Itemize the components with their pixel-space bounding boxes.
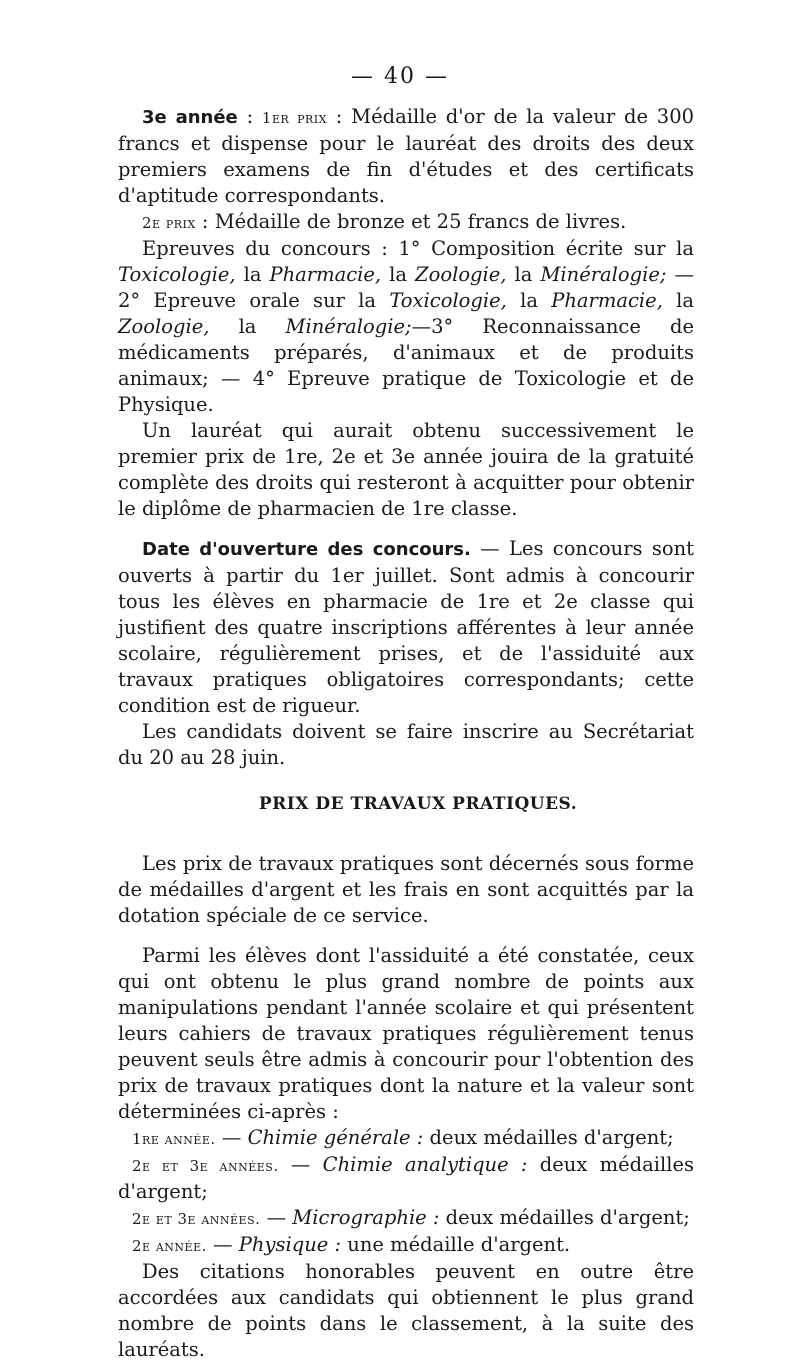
- spacer: [118, 817, 694, 837]
- page-number: — 40 —: [351, 64, 449, 89]
- page-body: [118, 104, 694, 1363]
- paragraph-eligibility: Parmi les élèves dont l'assiduité a été constatée, ceux qui ont obtenu le plus grand nombre de points aux manipulations pendant l'année scolaire et qui présentent leurs cahiers de travaux pratiques régulièrement tenus peuvent seuls être admis à concourir pour l'obtention des prix de travaux pratiques dont la nature et la valeur sont déterminées ci-après :: [118, 944, 694, 1123]
- second-prize-text: Médaille de bronze et 25 francs de livres.: [214, 210, 627, 233]
- exam-text: la: [506, 263, 541, 286]
- exam-subject: Pharmacie,: [269, 263, 382, 286]
- exam-text: la: [506, 289, 552, 312]
- exam-subject: Minéralogie;: [285, 315, 412, 338]
- prize-item-subject: Chimie analytique :: [322, 1153, 528, 1176]
- exam-text: Epreuves du concours : 1° Composition écrite sur la: [142, 237, 694, 260]
- prize-item-label: 2e et 3e années.: [132, 1157, 279, 1175]
- exam-subject: Toxicologie,: [389, 289, 507, 312]
- prize-item-award: une médaille d'argent.: [341, 1233, 571, 1256]
- prize-item-label: 2e année.: [132, 1237, 207, 1255]
- prize-item-label: 1re année.: [132, 1130, 216, 1148]
- exam-subject: Toxicologie,: [118, 263, 236, 286]
- second-prize-label: 2e prix: [142, 214, 196, 232]
- spacer: [118, 929, 694, 943]
- spacer: [118, 771, 694, 791]
- prize-item: 2e année. — Physique : une médaille d'argent.: [132, 1233, 571, 1256]
- prize-item-label: 2e et 3e années.: [132, 1210, 261, 1228]
- paragraph-opening-date: [118, 536, 694, 719]
- prize-item-award: deux médailles d'argent;: [423, 1126, 674, 1149]
- exam-subject: Minéralogie;: [540, 263, 667, 286]
- paragraph-second-prize: 2e prix : Médaille de bronze et 25 francs de livres.: [142, 210, 627, 233]
- paragraph-honorable-mentions: Des citations honorables peuvent en outre être accordées aux candidats qui obtiennent le plus grand nombre de points dans le classement, à la suite des lauréats.: [118, 1260, 694, 1361]
- exam-subject: Zoologie,: [118, 315, 210, 338]
- paragraph-exam-tests: [118, 236, 694, 418]
- prize-item: 1re année. — Chimie générale : deux médailles d'argent;: [132, 1126, 674, 1149]
- exam-subject: Pharmacie,: [551, 289, 663, 312]
- prize-item-subject: Micrographie :: [292, 1206, 440, 1229]
- exam-text: la: [235, 263, 270, 286]
- opening-date-label: Date d'ouverture des concours.: [142, 539, 471, 560]
- spacer: [118, 522, 694, 536]
- exam-text: la: [381, 263, 416, 286]
- first-prize-label: 1er prix: [261, 109, 327, 127]
- prize-item-subject: Physique :: [238, 1233, 342, 1256]
- paragraph-third-year-prize: 3e année : 1er prix : Médaille d'or de la valeur de 300 francs et dispense pour le lauréat des droits des deux premiers examens de fin d'études et des certificats d'aptitude correspondants.: [118, 105, 695, 207]
- prize-item-subject: Chimie générale :: [247, 1126, 424, 1149]
- prize-item: 2e et 3e années. — Chimie analytique : deux médailles d'argent;: [118, 1153, 695, 1203]
- exam-text: — 2° Epreuve orale sur la: [118, 263, 695, 312]
- paragraph-registration: Les candidats doivent se faire inscrire au Secrétariat du 20 au 28 juin.: [118, 720, 694, 769]
- paragraph-laureate-exemption: Un lauréat qui aurait obtenu successivement le premier prix de 1re, 2e et 3e année jouira de la gratuité complète des droits qui resteront à acquitter pour obtenir le diplôme de pharmacien de 1re classe.: [118, 419, 694, 520]
- prize-item: 2e et 3e années. — Micrographie : deux médailles d'argent;: [132, 1206, 690, 1229]
- exam-text: la: [662, 289, 695, 312]
- spacer: [118, 837, 694, 851]
- prize-item-award: deux médailles d'argent;: [439, 1206, 690, 1229]
- paragraph-practical-prizes: Les prix de travaux pratiques sont décernés sous forme de médailles d'argent et les frais en sont acquittés par la dotation spéciale de ce service.: [118, 852, 694, 927]
- opening-date-text: — Les concours sont ouverts à partir du 1er juillet. Sont admis à concourir tous les élèves en pharmacie de 1re et 2e classe qui justifient des quatre inscriptions afférentes à leur année scolaire, régulièrement prises, et de l'assiduité aux travaux pratiques obligatoires correspondants; cette condition est de rigueur.: [118, 537, 694, 717]
- exam-text: —3° Reconnaissance de médicaments préparés, d'animaux et de produits animaux; — 4° Epreuve pratique de Toxicologie et de Physique.: [118, 315, 694, 416]
- year-label: 3e année: [142, 107, 238, 128]
- exam-subject: Zoologie,: [415, 263, 507, 286]
- prize-item-award: deux médailles d'argent;: [118, 1153, 695, 1203]
- exam-text: la: [209, 315, 286, 338]
- section-heading: PRIX DE TRAVAUX PRATIQUES.: [258, 794, 578, 814]
- first-prize-text: Médaille d'or de la valeur de 300 francs et dispense pour le lauréat des droits des deux premiers examens de fin d'études et des certificats d'aptitude correspondants.: [118, 105, 695, 207]
